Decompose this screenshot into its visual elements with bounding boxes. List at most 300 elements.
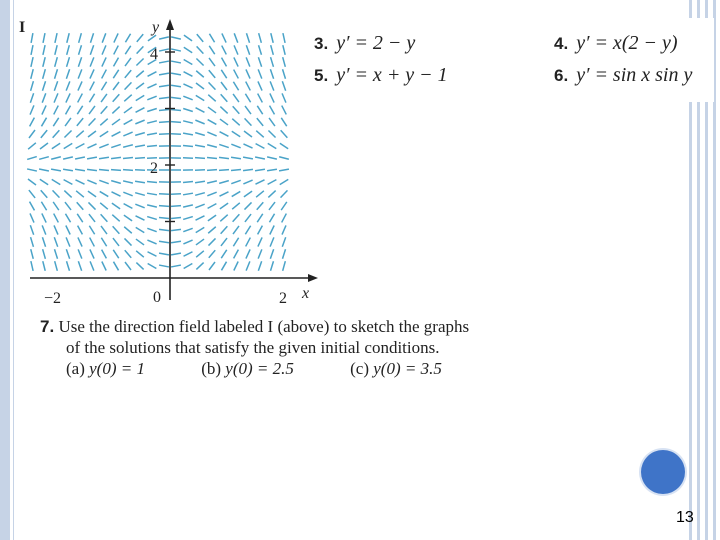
slope-segment bbox=[125, 34, 130, 43]
slope-segment bbox=[196, 251, 204, 257]
slope-segment bbox=[222, 46, 227, 55]
slope-segment bbox=[113, 226, 120, 233]
slope-segment bbox=[183, 228, 192, 231]
slope-segment bbox=[124, 204, 133, 209]
slope-segment bbox=[123, 145, 133, 147]
slope-segment bbox=[233, 82, 238, 91]
slope-segment bbox=[113, 82, 119, 90]
slope-segment bbox=[219, 181, 229, 184]
slope-segment bbox=[183, 240, 192, 244]
slope-segment bbox=[147, 193, 157, 195]
decorative-circle bbox=[641, 450, 685, 494]
slope-segment bbox=[53, 130, 60, 137]
slope-segment bbox=[209, 262, 215, 270]
slope-segment bbox=[220, 192, 229, 196]
slope-segment bbox=[196, 59, 203, 66]
slope-segment bbox=[88, 191, 96, 197]
slope-segment bbox=[221, 82, 227, 90]
slope-segment bbox=[42, 225, 46, 234]
slope-segment bbox=[123, 192, 132, 196]
slope-segment bbox=[258, 57, 261, 66]
slope-segment bbox=[256, 144, 265, 149]
slope-segment bbox=[255, 180, 264, 184]
slope-segment bbox=[196, 263, 203, 270]
slope-segment bbox=[136, 227, 145, 232]
y-axis-label: y bbox=[152, 19, 160, 36]
slope-segment bbox=[232, 191, 241, 196]
equation-5: 5. y′ = x + y − 1 bbox=[314, 64, 448, 86]
slope-segment bbox=[55, 69, 58, 79]
slope-segment bbox=[90, 249, 94, 258]
slope-segment bbox=[258, 226, 263, 235]
slope-segment bbox=[55, 57, 58, 67]
slope-segment bbox=[282, 225, 286, 234]
slope-segment bbox=[100, 131, 108, 136]
slope-segment bbox=[79, 45, 82, 55]
slope-segment bbox=[268, 191, 275, 198]
slope-segment bbox=[102, 45, 106, 54]
slope-segment bbox=[159, 134, 169, 135]
slope-segment bbox=[281, 190, 288, 197]
slope-segment bbox=[258, 69, 262, 78]
slope-segment bbox=[53, 190, 60, 197]
slope-segment bbox=[147, 121, 157, 123]
slope-segment bbox=[233, 214, 240, 221]
slope-segment bbox=[79, 33, 82, 43]
slope-segment bbox=[137, 34, 143, 42]
slope-segment bbox=[233, 226, 239, 234]
slope-segment bbox=[258, 237, 262, 246]
slope-segment bbox=[257, 202, 264, 210]
slope-segment bbox=[207, 192, 216, 196]
slope-segment bbox=[67, 45, 70, 55]
slope-segment bbox=[195, 145, 205, 147]
slope-segment bbox=[222, 58, 227, 67]
slope-segment bbox=[52, 179, 61, 184]
slope-segment bbox=[88, 202, 95, 209]
slope-segment bbox=[41, 130, 47, 138]
slope-segment bbox=[183, 205, 193, 207]
slope-segment bbox=[66, 69, 69, 78]
slope-segment bbox=[171, 109, 181, 110]
slope-segment bbox=[147, 145, 157, 146]
slope-segment bbox=[246, 45, 249, 54]
slope-segment bbox=[43, 261, 45, 271]
slope-segment bbox=[135, 158, 145, 159]
slope-segment bbox=[43, 69, 46, 79]
slope-segment bbox=[76, 144, 85, 149]
slope-segment bbox=[234, 70, 239, 79]
slope-segment bbox=[101, 238, 106, 246]
slope-segment bbox=[112, 215, 119, 222]
slope-segment bbox=[283, 69, 286, 79]
slope-segment bbox=[135, 120, 144, 124]
slope-segment bbox=[244, 202, 251, 209]
slope-segment bbox=[207, 158, 217, 159]
slope-segment bbox=[171, 97, 181, 98]
slope-segment bbox=[64, 191, 71, 198]
slope-segment bbox=[220, 107, 227, 114]
slope-segment bbox=[159, 37, 169, 39]
slope-segment bbox=[171, 61, 181, 63]
slope-segment bbox=[234, 45, 238, 54]
slope-segment bbox=[209, 82, 216, 89]
slope-segment bbox=[90, 69, 94, 78]
slope-segment bbox=[258, 249, 262, 258]
slope-segment bbox=[112, 107, 119, 114]
slope-segment bbox=[113, 238, 119, 246]
slope-segment bbox=[159, 61, 169, 63]
slope-segment bbox=[183, 182, 193, 183]
slope-segment bbox=[125, 82, 132, 89]
slope-segment bbox=[147, 133, 157, 135]
slope-segment bbox=[159, 241, 169, 242]
slope-segment bbox=[159, 218, 169, 219]
slope-segment bbox=[257, 214, 263, 222]
slope-segment bbox=[279, 169, 289, 171]
problem-line-2: of the solutions that satisfy the given initial conditions. bbox=[66, 338, 440, 357]
figure-label: I bbox=[19, 19, 26, 36]
slope-segment bbox=[147, 182, 157, 183]
slope-segment bbox=[233, 94, 239, 102]
slope-segment bbox=[52, 143, 60, 149]
slope-segment bbox=[100, 119, 107, 126]
slope-segment bbox=[270, 69, 273, 78]
slope-segment bbox=[220, 203, 228, 209]
slope-segment bbox=[64, 130, 71, 137]
slope-segment bbox=[159, 253, 169, 255]
slope-segment bbox=[282, 214, 287, 223]
slope-segment bbox=[67, 57, 70, 67]
slope-segment bbox=[101, 106, 108, 114]
slope-segment bbox=[30, 105, 34, 114]
slope-segment bbox=[43, 45, 45, 55]
slope-segment bbox=[30, 93, 33, 102]
slope-segment bbox=[220, 215, 227, 222]
slope-segment bbox=[77, 118, 83, 126]
slope-segment bbox=[101, 82, 106, 91]
slope-segment bbox=[53, 202, 59, 210]
slope-segment bbox=[159, 49, 169, 51]
slope-segment bbox=[267, 169, 277, 171]
problem-line-1: 7. Use the direction field labeled I (above) to sketch the graphs bbox=[40, 317, 470, 336]
slope-segment bbox=[244, 191, 252, 197]
slope-segment bbox=[208, 204, 217, 209]
slope-segment bbox=[245, 226, 250, 234]
slope-segment bbox=[195, 158, 205, 159]
slope-segment bbox=[243, 180, 252, 184]
slope-segment bbox=[136, 263, 143, 270]
slope-segment bbox=[268, 143, 277, 148]
slope-segment bbox=[135, 133, 145, 136]
slope-segment bbox=[136, 95, 144, 100]
slope-segment bbox=[196, 83, 204, 89]
slope-segment bbox=[78, 69, 82, 78]
slope-segment bbox=[113, 250, 119, 258]
slope-segment bbox=[136, 71, 144, 77]
slope-segment bbox=[282, 237, 285, 246]
slope-segment bbox=[195, 193, 205, 196]
slope-segment bbox=[40, 179, 48, 185]
slope-segment bbox=[75, 180, 84, 184]
slope-segment bbox=[30, 213, 34, 222]
slope-segment bbox=[207, 181, 217, 183]
slope-segment bbox=[51, 157, 61, 159]
slope-segment bbox=[246, 33, 249, 43]
slope-segment bbox=[282, 106, 287, 115]
slope-segment bbox=[41, 202, 46, 211]
slope-segment bbox=[280, 179, 289, 184]
slope-segment bbox=[183, 84, 192, 88]
slope-segment bbox=[89, 214, 95, 222]
slope-segment bbox=[197, 46, 204, 53]
slope-segment bbox=[159, 194, 169, 195]
slope-segment bbox=[87, 144, 96, 148]
slope-segment bbox=[136, 239, 144, 245]
slope-segment bbox=[270, 237, 274, 246]
slope-segment bbox=[183, 121, 193, 123]
problem-conditions bbox=[40, 358, 494, 379]
slope-segment bbox=[135, 145, 145, 147]
slope-segment bbox=[219, 170, 229, 171]
slope-segment bbox=[196, 239, 204, 245]
slope-segment bbox=[159, 265, 169, 267]
slope-segment bbox=[183, 145, 193, 146]
slope-segment bbox=[184, 59, 193, 64]
slope-segment bbox=[257, 106, 262, 114]
slope-segment bbox=[111, 157, 121, 158]
slope-segment bbox=[136, 83, 144, 89]
slope-segment bbox=[207, 170, 217, 171]
slope-segment bbox=[31, 249, 34, 259]
slope-segment bbox=[40, 143, 48, 149]
slope-segment bbox=[283, 261, 286, 271]
slope-segment bbox=[208, 215, 216, 221]
slope-segment bbox=[112, 132, 121, 137]
slope-segment bbox=[159, 229, 169, 230]
slope-segment bbox=[221, 226, 228, 233]
slope-segment bbox=[101, 226, 107, 234]
slope-segment bbox=[78, 81, 82, 90]
slope-segment bbox=[195, 204, 204, 208]
slope-segment bbox=[111, 181, 121, 184]
slope-segment bbox=[171, 229, 181, 230]
slope-segment bbox=[78, 249, 82, 258]
slope-segment bbox=[51, 169, 61, 171]
slope-segment bbox=[209, 250, 215, 258]
slope-segment bbox=[124, 107, 132, 113]
slope-segment bbox=[90, 45, 93, 54]
slope-segment bbox=[54, 106, 59, 115]
slope-segment bbox=[258, 261, 261, 270]
slope-segment bbox=[183, 133, 193, 135]
x-tick-label-2: 2 bbox=[279, 290, 287, 307]
slope-segment bbox=[89, 94, 94, 103]
slope-segment bbox=[64, 143, 73, 148]
slope-segment bbox=[208, 107, 216, 113]
slope-segment bbox=[123, 132, 132, 136]
slope-segment bbox=[270, 81, 274, 90]
slope-segment bbox=[87, 169, 97, 170]
slope-segment bbox=[195, 133, 205, 136]
slope-segment bbox=[270, 249, 273, 258]
slope-segment bbox=[113, 262, 118, 271]
slope-segment bbox=[41, 118, 46, 127]
slope-segment bbox=[76, 191, 84, 197]
slope-segment bbox=[171, 37, 181, 39]
x-axis-label: x bbox=[302, 285, 310, 302]
slope-segment bbox=[76, 131, 84, 138]
slope-segment bbox=[148, 264, 157, 269]
slope-segment bbox=[283, 57, 286, 67]
slope-segment bbox=[54, 225, 58, 234]
slope-segment bbox=[195, 181, 205, 183]
slope-segment bbox=[30, 225, 33, 234]
slope-segment bbox=[208, 238, 215, 245]
slope-segment bbox=[102, 33, 106, 42]
slope-segment bbox=[87, 180, 96, 184]
x-axis-arrow bbox=[308, 274, 318, 282]
slope-segment bbox=[245, 214, 251, 222]
slope-segment bbox=[42, 237, 45, 246]
slope-segment bbox=[270, 225, 274, 234]
slope-segment bbox=[112, 192, 121, 196]
slope-segment bbox=[112, 119, 120, 125]
slope-segment bbox=[124, 120, 133, 125]
slope-segment bbox=[207, 145, 217, 147]
slope-segment bbox=[196, 227, 205, 232]
slope-segment bbox=[124, 95, 132, 102]
slope-segment bbox=[135, 193, 145, 196]
slope-segment bbox=[77, 214, 83, 222]
slope-segment bbox=[196, 108, 205, 113]
slope-segment bbox=[171, 49, 181, 51]
slope-segment bbox=[258, 81, 262, 90]
slope-segment bbox=[159, 85, 169, 86]
slope-segment bbox=[281, 202, 287, 210]
slope-segment bbox=[148, 72, 157, 77]
slope-segment bbox=[245, 106, 251, 114]
slope-segment bbox=[196, 71, 204, 77]
slope-segment bbox=[258, 94, 263, 103]
slope-segment bbox=[196, 95, 204, 100]
slope-segment bbox=[66, 81, 70, 90]
slope-segment bbox=[125, 58, 131, 66]
slope-segment bbox=[90, 33, 93, 43]
slope-segment bbox=[123, 170, 133, 171]
slope-segment bbox=[125, 262, 131, 270]
slope-segment bbox=[66, 225, 70, 234]
slope-segment bbox=[75, 169, 85, 170]
slope-segment bbox=[255, 169, 265, 170]
slope-segment bbox=[66, 237, 70, 246]
slope-segment bbox=[78, 94, 83, 103]
slope-segment bbox=[89, 106, 95, 114]
slope-segment bbox=[271, 45, 274, 55]
slope-segment bbox=[282, 93, 286, 102]
slope-segment bbox=[159, 97, 169, 98]
slope-segment bbox=[270, 93, 274, 102]
slope-segment bbox=[243, 169, 253, 170]
slope-segment bbox=[55, 261, 58, 271]
slope-segment bbox=[30, 118, 35, 127]
slope-segment bbox=[90, 57, 94, 66]
slope-segment bbox=[246, 261, 250, 270]
slope-segment bbox=[90, 82, 95, 91]
slope-segment bbox=[31, 237, 34, 247]
x-tick-label-neg2: −2 bbox=[44, 290, 62, 307]
slope-segment bbox=[66, 106, 71, 115]
slope-segment bbox=[159, 206, 169, 207]
slope-segment bbox=[147, 228, 156, 231]
slope-segment bbox=[43, 249, 46, 259]
slope-segment bbox=[232, 131, 240, 136]
slope-segment bbox=[245, 118, 252, 125]
slope-segment bbox=[102, 70, 107, 79]
slope-segment bbox=[123, 181, 133, 183]
slope-segment bbox=[124, 227, 132, 233]
slope-segment bbox=[184, 252, 193, 256]
slope-segment bbox=[54, 214, 59, 223]
slope-segment bbox=[171, 265, 181, 267]
slope-segment bbox=[111, 144, 121, 147]
slope-segment bbox=[42, 81, 45, 91]
slope-segment bbox=[245, 94, 250, 103]
slope-segment bbox=[89, 118, 96, 125]
slope-segment bbox=[269, 214, 274, 223]
slope-segment bbox=[31, 45, 33, 55]
slope-segment bbox=[171, 85, 181, 86]
slope-segment bbox=[137, 46, 144, 53]
slope-segment bbox=[209, 46, 215, 54]
slope-segment bbox=[43, 57, 45, 67]
slope-segment bbox=[282, 81, 285, 90]
slope-segment bbox=[208, 227, 216, 233]
slope-segment bbox=[184, 35, 192, 41]
slope-segment bbox=[27, 157, 37, 160]
slope-segment bbox=[269, 202, 275, 210]
slope-segment bbox=[183, 193, 193, 195]
slope-segment bbox=[282, 249, 285, 259]
slope-segment bbox=[87, 157, 97, 159]
slope-segment bbox=[259, 33, 262, 43]
slope-segment bbox=[64, 180, 73, 185]
slope-segment bbox=[257, 118, 263, 126]
slope-segment bbox=[246, 238, 251, 247]
slope-segment bbox=[136, 108, 145, 113]
slope-segment bbox=[268, 180, 277, 185]
slope-segment bbox=[30, 202, 35, 211]
slope-segment bbox=[27, 169, 37, 171]
slope-segment bbox=[77, 202, 84, 210]
slope-segment bbox=[78, 237, 82, 246]
slope-segment bbox=[114, 46, 119, 55]
slope-segment bbox=[39, 169, 49, 171]
slope-segment bbox=[29, 190, 35, 198]
slope-segment bbox=[99, 180, 108, 183]
slope-segment bbox=[256, 191, 264, 197]
slope-segment bbox=[221, 262, 226, 271]
slope-segment bbox=[102, 250, 107, 259]
exercise-equations bbox=[300, 18, 714, 102]
slope-segment bbox=[231, 144, 240, 148]
slope-segment bbox=[256, 131, 264, 138]
slope-segment bbox=[283, 45, 285, 55]
y-axis-arrow bbox=[166, 19, 174, 30]
slope-segment bbox=[136, 251, 144, 257]
slope-segment bbox=[159, 109, 169, 110]
slope-segment bbox=[114, 33, 118, 42]
